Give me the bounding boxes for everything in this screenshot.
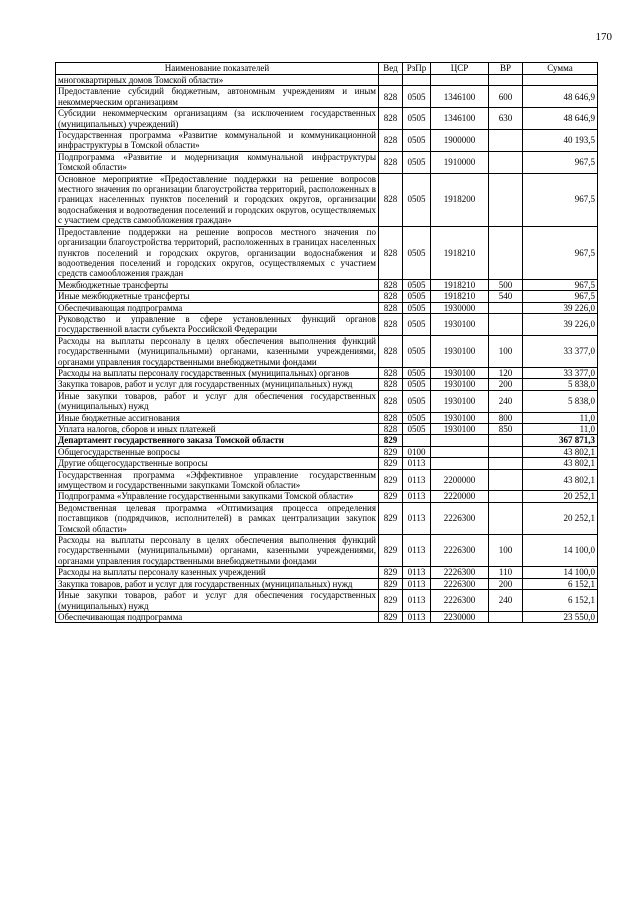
row-ved: 829 — [379, 435, 403, 446]
table-row — [56, 502, 598, 534]
row-sum: 20 252,1 — [523, 502, 598, 534]
row-ved: 828 — [379, 302, 403, 313]
row-rzpr: 0113 — [403, 567, 431, 578]
table-row — [56, 75, 598, 86]
row-rzpr: 0113 — [403, 502, 431, 534]
row-sum: 967,5 — [523, 226, 598, 279]
row-csr: 1930100 — [431, 412, 489, 423]
row-name: Иные закупки товаров, работ и услуг для обеспечения государственных (муниципальных) нужд — [56, 390, 379, 412]
row-csr: 1918210 — [431, 279, 489, 290]
row-rzpr: 0505 — [403, 313, 431, 335]
row-vr — [489, 313, 523, 335]
row-csr: 1930100 — [431, 424, 489, 435]
row-rzpr: 0505 — [403, 86, 431, 108]
row-sum: 967,5 — [523, 279, 598, 290]
row-ved: 828 — [379, 151, 403, 173]
table-row — [56, 611, 598, 622]
row-vr — [489, 151, 523, 173]
row-ved: 828 — [379, 86, 403, 108]
row-vr — [489, 173, 523, 226]
row-vr — [489, 75, 523, 86]
table-row — [56, 578, 598, 589]
row-csr: 1918200 — [431, 173, 489, 226]
row-csr: 1930100 — [431, 335, 489, 367]
row-ved: 828 — [379, 108, 403, 130]
row-rzpr: 0505 — [403, 412, 431, 423]
row-ved: 828 — [379, 291, 403, 302]
row-sum: 11,0 — [523, 412, 598, 423]
row-rzpr: 0505 — [403, 424, 431, 435]
row-sum: 367 871,3 — [523, 435, 598, 446]
row-vr: 200 — [489, 379, 523, 390]
table-row — [56, 491, 598, 502]
row-name: Закупка товаров, работ и услуг для государственных (муниципальных) нужд — [56, 379, 379, 390]
row-csr: 2226300 — [431, 567, 489, 578]
table-row — [56, 590, 598, 612]
row-name: Обеспечивающая подпрограмма — [56, 611, 379, 622]
row-sum: 5 838,0 — [523, 379, 598, 390]
row-sum: 20 252,1 — [523, 491, 598, 502]
row-sum: 14 100,0 — [523, 535, 598, 567]
row-ved: 829 — [379, 458, 403, 469]
row-name: Руководство и управление в сфере установленных функций органов государственной власти субъекта Российской Федерации — [56, 313, 379, 335]
row-name: Предоставление поддержки на решение вопросов местного значения по организации благоустройства территорий, расположенных в границах населенных пунктов поселений и городских округов, организации водоснабжения и водоотведения поселений и городских округов, осуществляемых с участием средств самообложения граждан — [56, 226, 379, 279]
row-ved: 828 — [379, 412, 403, 423]
row-csr: 1900000 — [431, 130, 489, 152]
row-ved: 829 — [379, 502, 403, 534]
row-vr: 120 — [489, 367, 523, 378]
row-rzpr: 0505 — [403, 226, 431, 279]
table-row — [56, 535, 598, 567]
row-name: Иные бюджетные ассигнования — [56, 412, 379, 423]
row-ved: 829 — [379, 469, 403, 491]
row-ved: 828 — [379, 335, 403, 367]
header-sum: Сумма — [523, 63, 598, 75]
table-row — [56, 424, 598, 435]
header-csr: ЦСР — [431, 63, 489, 75]
table-row — [56, 313, 598, 335]
row-name: Подпрограмма «Управление государственными закупками Томской области» — [56, 491, 379, 502]
table-body — [56, 75, 598, 623]
row-name: Подпрограмма «Развитие и модернизация коммунальной инфраструктуры Томской области» — [56, 151, 379, 173]
table-row — [56, 390, 598, 412]
row-vr — [489, 130, 523, 152]
table-row — [56, 291, 598, 302]
row-name: Предоставление субсидий бюджетным, автономным учреждениям и иным некоммерческим организациям — [56, 86, 379, 108]
row-rzpr: 0113 — [403, 458, 431, 469]
row-rzpr: 0113 — [403, 469, 431, 491]
row-csr: 2200000 — [431, 469, 489, 491]
row-sum: 967,5 — [523, 291, 598, 302]
row-csr: 1930100 — [431, 379, 489, 390]
row-ved: 829 — [379, 491, 403, 502]
table-row — [56, 435, 598, 446]
row-name: Департамент государственного заказа Томской области — [56, 435, 379, 446]
row-ved: 829 — [379, 567, 403, 578]
row-rzpr: 0505 — [403, 173, 431, 226]
row-name: Иные межбюджетные трансферты — [56, 291, 379, 302]
row-sum: 40 193,5 — [523, 130, 598, 152]
row-rzpr: 0505 — [403, 390, 431, 412]
row-sum: 5 838,0 — [523, 390, 598, 412]
row-sum: 6 152,1 — [523, 590, 598, 612]
row-rzpr: 0505 — [403, 291, 431, 302]
row-rzpr: 0505 — [403, 379, 431, 390]
row-vr: 110 — [489, 567, 523, 578]
row-csr: 1346100 — [431, 86, 489, 108]
header-ved: Вед — [379, 63, 403, 75]
row-name: Обеспечивающая подпрограмма — [56, 302, 379, 313]
row-name: Основное мероприятие «Предоставление поддержки на решение вопросов местного значения по организации благоустройства территорий, расположенных в границах населенных пунктов поселений и городских округов, организации водоснабжения и водоотведения поселений и городских округов, осуществляемых с участием средств самообложения граждан» — [56, 173, 379, 226]
row-name: Иные закупки товаров, работ и услуг для обеспечения государственных (муниципальных) нужд — [56, 590, 379, 612]
row-rzpr: 0505 — [403, 151, 431, 173]
page-number: 170 — [595, 31, 612, 43]
row-csr: 1930000 — [431, 302, 489, 313]
row-ved: 829 — [379, 611, 403, 622]
row-csr — [431, 446, 489, 457]
row-vr — [489, 502, 523, 534]
budget-table — [55, 62, 598, 623]
row-ved — [379, 75, 403, 86]
row-vr: 630 — [489, 108, 523, 130]
row-name: Расходы на выплаты персоналу в целях обеспечения выполнения функций государственными (муниципальными) органами, казенными учреждениями, органами управления государственными внебюджетными фондами — [56, 335, 379, 367]
table-row — [56, 279, 598, 290]
row-vr: 600 — [489, 86, 523, 108]
row-name: Уплата налогов, сборов и иных платежей — [56, 424, 379, 435]
row-sum: 43 802,1 — [523, 446, 598, 457]
row-name: Расходы на выплаты персоналу в целях обеспечения выполнения функций государственными (муниципальными) органами, казенными учреждениями, органами управления государственными внебюджетными фондами — [56, 535, 379, 567]
row-name: Общегосударственные вопросы — [56, 446, 379, 457]
header-vr: ВР — [489, 63, 523, 75]
table-row — [56, 130, 598, 152]
row-name: Ведомственная целевая программа «Оптимизация процесса определения поставщиков (подрядчиков, исполнителей) в рамках централизации закупок Томской области» — [56, 502, 379, 534]
row-sum: 967,5 — [523, 151, 598, 173]
row-ved: 828 — [379, 226, 403, 279]
row-csr: 2226300 — [431, 578, 489, 589]
row-ved: 828 — [379, 279, 403, 290]
row-sum: 43 802,1 — [523, 469, 598, 491]
row-rzpr: 0113 — [403, 535, 431, 567]
row-sum: 967,5 — [523, 173, 598, 226]
row-ved: 828 — [379, 424, 403, 435]
header-rzpr: РзПр — [403, 63, 431, 75]
table-row — [56, 173, 598, 226]
table-row — [56, 446, 598, 457]
row-rzpr: 0505 — [403, 130, 431, 152]
table-row — [56, 567, 598, 578]
row-csr: 2226300 — [431, 502, 489, 534]
row-csr: 1346100 — [431, 108, 489, 130]
row-sum: 43 802,1 — [523, 458, 598, 469]
row-csr: 1930100 — [431, 313, 489, 335]
row-ved: 829 — [379, 535, 403, 567]
row-rzpr: 0505 — [403, 279, 431, 290]
row-sum: 39 226,0 — [523, 313, 598, 335]
table-row — [56, 469, 598, 491]
table-row — [56, 151, 598, 173]
table-row — [56, 379, 598, 390]
row-ved: 829 — [379, 590, 403, 612]
row-ved: 828 — [379, 173, 403, 226]
row-vr: 240 — [489, 390, 523, 412]
row-csr — [431, 458, 489, 469]
row-rzpr: 0113 — [403, 611, 431, 622]
row-rzpr: 0505 — [403, 302, 431, 313]
row-rzpr: 0113 — [403, 491, 431, 502]
row-rzpr: 0505 — [403, 335, 431, 367]
row-rzpr — [403, 75, 431, 86]
row-vr — [489, 469, 523, 491]
row-name: Расходы на выплаты персоналу казенных учреждений — [56, 567, 379, 578]
row-sum: 39 226,0 — [523, 302, 598, 313]
row-vr — [489, 458, 523, 469]
row-csr — [431, 435, 489, 446]
table-row — [56, 86, 598, 108]
header-name: Наименование показателей — [56, 63, 379, 75]
row-vr: 100 — [489, 535, 523, 567]
row-vr: 200 — [489, 578, 523, 589]
row-sum: 48 646,9 — [523, 108, 598, 130]
row-vr — [489, 446, 523, 457]
row-csr: 1910000 — [431, 151, 489, 173]
row-vr: 100 — [489, 335, 523, 367]
row-name: Другие общегосударственные вопросы — [56, 458, 379, 469]
row-vr — [489, 491, 523, 502]
row-csr: 2226300 — [431, 590, 489, 612]
row-csr: 2226300 — [431, 535, 489, 567]
row-rzpr: 0113 — [403, 578, 431, 589]
row-ved: 828 — [379, 379, 403, 390]
table-row — [56, 412, 598, 423]
row-csr: 1918210 — [431, 226, 489, 279]
row-ved: 829 — [379, 446, 403, 457]
row-name: Государственная программа «Эффективное управление государственным имуществом и государственными закупками Томской области» — [56, 469, 379, 491]
row-ved: 829 — [379, 578, 403, 589]
row-sum: 6 152,1 — [523, 578, 598, 589]
row-csr — [431, 75, 489, 86]
table-row — [56, 367, 598, 378]
row-ved: 828 — [379, 130, 403, 152]
table-row — [56, 226, 598, 279]
row-sum — [523, 75, 598, 86]
header-row — [56, 63, 598, 75]
row-csr: 2220000 — [431, 491, 489, 502]
row-name: Государственная программа «Развитие коммунальной и коммуникационной инфраструктуры в Томской области» — [56, 130, 379, 152]
row-rzpr: 0100 — [403, 446, 431, 457]
row-rzpr: 0505 — [403, 108, 431, 130]
table-row — [56, 302, 598, 313]
table-row — [56, 335, 598, 367]
table-row — [56, 458, 598, 469]
row-vr — [489, 435, 523, 446]
row-sum: 33 377,0 — [523, 335, 598, 367]
row-ved: 828 — [379, 390, 403, 412]
row-rzpr — [403, 435, 431, 446]
row-vr: 540 — [489, 291, 523, 302]
row-ved: 828 — [379, 313, 403, 335]
row-name: Субсидии некоммерческим организациям (за исключением государственных (муниципальных) учреждений) — [56, 108, 379, 130]
row-vr — [489, 226, 523, 279]
row-vr — [489, 302, 523, 313]
row-name: Межбюджетные трансферты — [56, 279, 379, 290]
row-csr: 2230000 — [431, 611, 489, 622]
row-csr: 1918210 — [431, 291, 489, 302]
row-csr: 1930100 — [431, 367, 489, 378]
row-vr: 500 — [489, 279, 523, 290]
row-sum: 33 377,0 — [523, 367, 598, 378]
row-vr: 240 — [489, 590, 523, 612]
table-row — [56, 108, 598, 130]
row-vr — [489, 611, 523, 622]
row-sum: 11,0 — [523, 424, 598, 435]
row-rzpr: 0505 — [403, 367, 431, 378]
row-sum: 23 550,0 — [523, 611, 598, 622]
row-vr: 800 — [489, 412, 523, 423]
row-rzpr: 0113 — [403, 590, 431, 612]
row-ved: 828 — [379, 367, 403, 378]
row-name: многоквартирных домов Томской области» — [56, 75, 379, 86]
row-vr: 850 — [489, 424, 523, 435]
row-csr: 1930100 — [431, 390, 489, 412]
row-name: Расходы на выплаты персоналу государственных (муниципальных) органов — [56, 367, 379, 378]
row-name: Закупка товаров, работ и услуг для государственных (муниципальных) нужд — [56, 578, 379, 589]
row-sum: 14 100,0 — [523, 567, 598, 578]
row-sum: 48 646,9 — [523, 86, 598, 108]
